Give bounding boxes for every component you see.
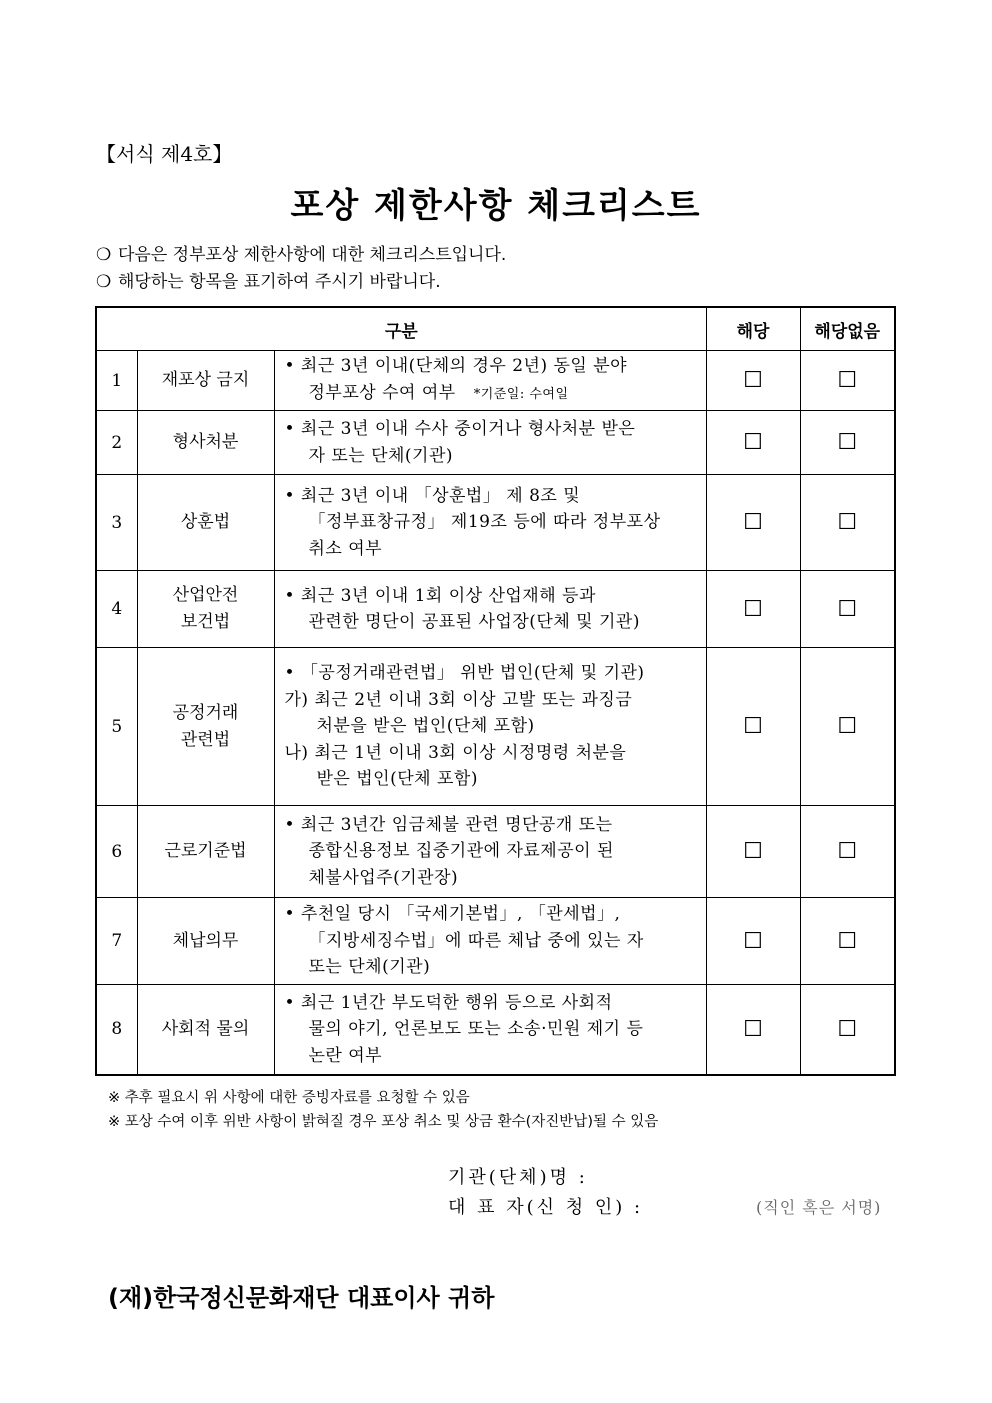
description-text: 관련한 명단이 공표된 사업장(단체 및 기관): [308, 612, 640, 632]
table-row: [96, 351, 895, 411]
category-line: 근로기준법: [164, 841, 247, 861]
row-description: [274, 985, 706, 1075]
description-line: [285, 740, 700, 767]
checkbox-applicable[interactable]: ☐: [706, 571, 800, 648]
row-number: 1: [96, 351, 137, 411]
category-line: 사회적 물의: [161, 1018, 250, 1039]
checkbox-not-applicable[interactable]: ☐: [800, 351, 895, 411]
row-description: [274, 475, 706, 571]
checkbox-applicable[interactable]: ☐: [706, 475, 800, 571]
description-text: 「지방세징수법」에 따른 체납 중에 있는 자: [308, 930, 644, 951]
row-number: 4: [96, 571, 137, 648]
description-line: [285, 1016, 700, 1043]
description-text: • 최근 3년간 임금체불 관련 명단공개 또는: [284, 814, 613, 835]
checkbox-not-applicable[interactable]: ☐: [800, 806, 895, 898]
intro-text: 다음은 정부포상 제한사항에 대한 체크리스트입니다.: [118, 245, 507, 265]
row-number: 8: [96, 985, 137, 1075]
description-line: [285, 536, 700, 563]
description-text: • 「공정거래관련법」 위반 법인(단체 및 기관): [284, 663, 645, 684]
description-line: [285, 838, 700, 865]
description-line: [285, 443, 700, 470]
row-description: [274, 571, 706, 648]
description-line: [285, 509, 700, 536]
description-text: • 최근 3년 이내(단체의 경우 2년) 동일 분야: [284, 356, 628, 376]
row-category: [137, 571, 274, 648]
table-row: [96, 648, 895, 806]
row-number: 3: [96, 475, 137, 571]
description-line: [285, 687, 700, 714]
checkbox-not-applicable[interactable]: ☐: [800, 411, 895, 475]
header-applicable: 해당: [706, 307, 800, 351]
checkbox-not-applicable[interactable]: ☐: [800, 898, 895, 985]
category-line: 체납의무: [172, 930, 239, 951]
checkbox-applicable[interactable]: ☐: [706, 411, 800, 475]
description-line: [285, 380, 700, 409]
page-title: 포상 제한사항 체크리스트: [290, 186, 702, 226]
circle-bullet-icon: ❍: [96, 272, 112, 292]
checkbox-applicable[interactable]: ☐: [706, 648, 800, 806]
description-text: 나) 최근 1년 이내 3회 이상 시정명령 처분을: [284, 742, 627, 763]
description-line: [285, 416, 700, 443]
description-text: 물의 야기, 언론보도 또는 소송·민원 제기 등: [308, 1019, 644, 1039]
checkbox-applicable[interactable]: ☐: [706, 898, 800, 985]
reference-date-note: *기준일: 수여일: [473, 386, 569, 402]
description-line: [285, 766, 700, 793]
row-description: [274, 411, 706, 475]
table-header-row: [96, 307, 895, 351]
description-line: [285, 901, 700, 928]
description-line: [285, 583, 700, 610]
description-line: [285, 928, 700, 955]
description-line: [285, 990, 700, 1017]
checkbox-applicable[interactable]: ☐: [706, 985, 800, 1075]
description-text: 취소 여부: [308, 538, 383, 559]
checklist-table: [95, 306, 896, 1076]
category-line: 공정거래: [172, 702, 239, 723]
category-line: 재포상 금지: [161, 370, 250, 390]
description-line: [285, 812, 700, 839]
row-number: 6: [96, 806, 137, 898]
description-text: • 최근 1년간 부도덕한 행위 등으로 사회적: [284, 992, 613, 1013]
intro-text: 해당하는 항목을 표기하여 주시기 바랍니다.: [118, 272, 441, 292]
description-line: [285, 609, 700, 636]
note-1: ※ 추후 필요시 위 사항에 대한 증빙자료를 요청할 수 있음: [108, 1090, 470, 1106]
row-description: [274, 898, 706, 985]
description-text: 또는 단체(기관): [308, 957, 431, 978]
row-number: 7: [96, 898, 137, 985]
note-2: ※ 포상 수여 이후 위반 사항이 밝혀질 경우 포상 취소 및 상금 환수(자진반납)될 수 있음: [108, 1114, 659, 1130]
description-text: • 최근 3년 이내 수사 중이거나 형사처분 받은: [284, 419, 636, 439]
row-category: [137, 985, 274, 1075]
form-number: 【서식 제4호】: [96, 142, 233, 166]
row-category: [137, 351, 274, 411]
description-text: 종합신용정보 집중기관에 자료제공이 된: [308, 841, 614, 862]
checkbox-not-applicable[interactable]: ☐: [800, 571, 895, 648]
checkbox-applicable[interactable]: ☐: [706, 351, 800, 411]
addressee: (재)한국정신문화재단 대표이사 귀하: [108, 1284, 495, 1312]
description-line: [285, 954, 700, 981]
category-line: 상훈법: [180, 512, 231, 532]
table-row: [96, 475, 895, 571]
row-number: 5: [96, 648, 137, 806]
stamp-hint: (직인 혹은 서명): [756, 1198, 882, 1217]
checkbox-not-applicable[interactable]: ☐: [800, 648, 895, 806]
description-line: [285, 353, 700, 380]
circle-bullet-icon: ❍: [96, 245, 112, 265]
row-number: 2: [96, 411, 137, 475]
description-text: • 최근 3년 이내 「상훈법」 제 8조 및: [284, 485, 581, 506]
table-row: [96, 571, 895, 648]
description-text: 자 또는 단체(기관): [308, 445, 454, 466]
description-text: 가) 최근 2년 이내 3회 이상 고발 또는 과징금: [284, 689, 633, 710]
description-line: [285, 660, 700, 687]
description-text: 체불사업주(기관장): [308, 867, 459, 888]
description-text: 논란 여부: [308, 1045, 383, 1066]
description-line: [285, 1043, 700, 1070]
org-name-label: 기관(단체)명 :: [448, 1167, 588, 1188]
row-description: [274, 806, 706, 898]
table-row: [96, 806, 895, 898]
row-category: [137, 475, 274, 571]
checkbox-not-applicable[interactable]: ☐: [800, 475, 895, 571]
checkbox-applicable[interactable]: ☐: [706, 806, 800, 898]
category-line: 산업안전: [172, 585, 239, 605]
table-row: [96, 985, 895, 1075]
checkbox-not-applicable[interactable]: ☐: [800, 985, 895, 1075]
description-line: [285, 713, 700, 740]
table-row: [96, 411, 895, 475]
description-text: 「정부표창규정」 제19조 등에 따라 정부포상: [308, 512, 661, 533]
intro-line-2: [96, 267, 441, 292]
description-text: 정부포상 수여 여부: [308, 382, 456, 403]
row-category: [137, 648, 274, 806]
description-line: [285, 483, 700, 510]
table-row: [96, 898, 895, 985]
category-line: 관련법: [180, 729, 231, 750]
row-description: [274, 351, 706, 411]
header-category: 구분: [96, 307, 706, 351]
intro-line-1: [96, 240, 506, 265]
category-line: 형사처분: [172, 432, 239, 452]
description-text: 처분을 받은 법인(단체 포함): [316, 716, 535, 737]
row-description: [274, 648, 706, 806]
category-line: 보건법: [180, 612, 231, 632]
description-line: [285, 865, 700, 892]
row-category: [137, 806, 274, 898]
row-category: [137, 898, 274, 985]
row-category: [137, 411, 274, 475]
header-not-applicable: 해당없음: [800, 307, 895, 351]
description-text: • 최근 3년 이내 1회 이상 산업재해 등과: [284, 585, 596, 606]
representative-label: 대 표 자(신 청 인) :: [448, 1197, 644, 1218]
description-text: 받은 법인(단체 포함): [316, 769, 478, 790]
description-text: • 추천일 당시 「국세기본법」, 「관세법」,: [284, 904, 621, 925]
